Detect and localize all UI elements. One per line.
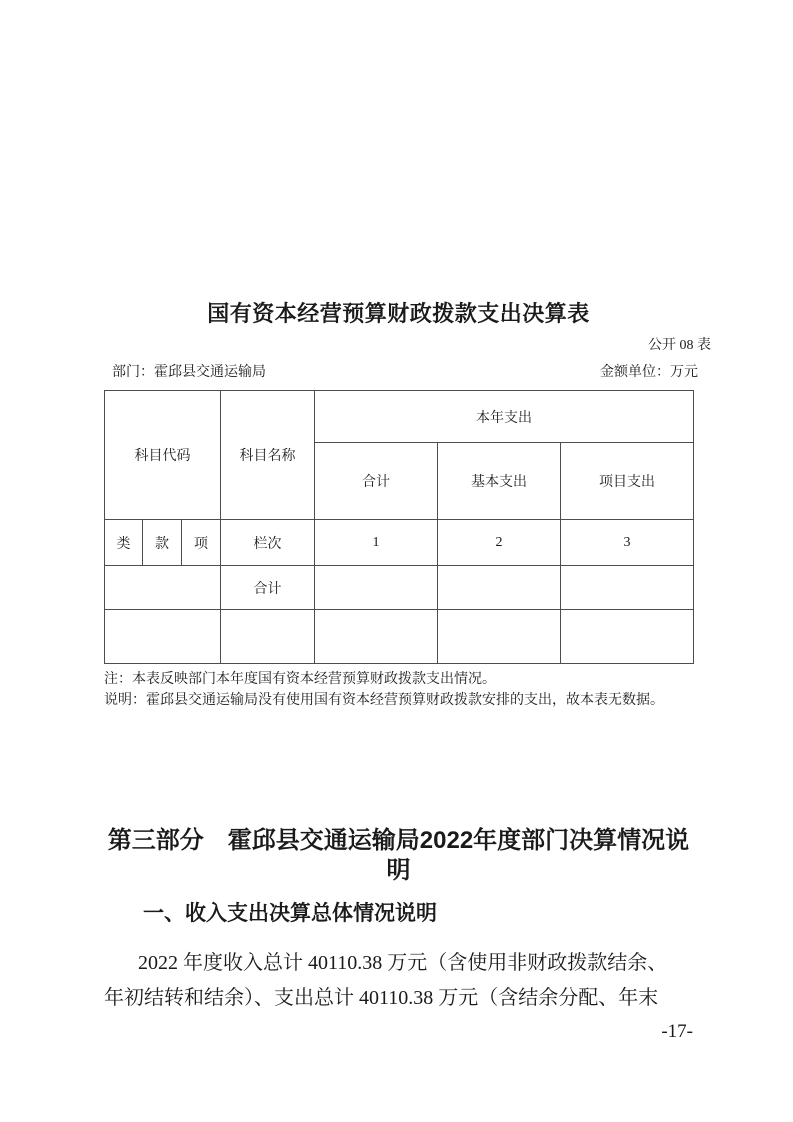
cell-row-project-value (561, 610, 694, 664)
table-notes (104, 669, 693, 711)
cell-column-3: 3 (561, 520, 694, 566)
cell-item: 项 (182, 520, 221, 566)
header-cell-basic-expenditure: 基本支出 (438, 443, 561, 520)
header-cell-current-year-expenditure: 本年支出 (315, 391, 694, 443)
cell-column-label: 栏次 (221, 520, 315, 566)
cell-class: 类 (105, 520, 143, 566)
cell-column-2: 2 (438, 520, 561, 566)
amount-unit-label: 金额单位：万元 (600, 365, 698, 380)
table-row-total (105, 566, 694, 610)
cell-row-project-value (561, 566, 694, 610)
part3-heading: 第三部分 霍邱县交通运输局2022年度部门决算情况说明 (107, 827, 690, 884)
overview-paragraph (104, 946, 693, 1016)
table-index-row (105, 520, 694, 566)
header-cell-total: 合计 (315, 443, 438, 520)
table-explanation: 说明：霍邱县交通运输局没有使用国有资本经营预算财政拨款安排的支出，故本表无数据。 (104, 693, 664, 708)
cell-column-1: 1 (315, 520, 438, 566)
table-header-row-1 (105, 391, 694, 443)
cell-row-name (221, 610, 315, 664)
header-cell-subject-name: 科目名称 (221, 391, 315, 520)
table-title: 国有资本经营预算财政拨款支出决算表 (207, 301, 590, 326)
table-note: 注：本表反映部门本年度国有资本经营预算财政拨款支出情况。 (104, 672, 496, 687)
header-cell-project-expenditure: 项目支出 (561, 443, 694, 520)
cell-row-basic-value (438, 610, 561, 664)
cell-row-name: 合计 (221, 566, 315, 610)
cell-row-code (105, 610, 221, 664)
paragraph-line-1: 2022 年度收入总计 40110.38 万元（含使用非财政拨款结余、 (138, 952, 668, 974)
expenditure-table (104, 390, 694, 664)
table-meta-row (104, 364, 698, 382)
page-content (104, 0, 711, 1044)
cell-row-basic-value (438, 566, 561, 610)
header-cell-subject-code: 科目代码 (105, 391, 221, 520)
paragraph-line-2: 年初结转和结余）、支出总计 40110.38 万元（含结余分配、年末 (104, 987, 659, 1009)
cell-row-code (105, 566, 221, 610)
cell-row-total-value (315, 610, 438, 664)
page-number: -17- (661, 1021, 693, 1042)
department-label: 部门：霍邱县交通运输局 (112, 365, 266, 380)
cell-row-total-value (315, 566, 438, 610)
section-1-subheading: 一、收入支出决算总体情况说明 (143, 902, 437, 925)
cell-section: 款 (143, 520, 182, 566)
table-row-empty (105, 610, 694, 664)
table-number: 公开 08 表 (648, 338, 711, 353)
